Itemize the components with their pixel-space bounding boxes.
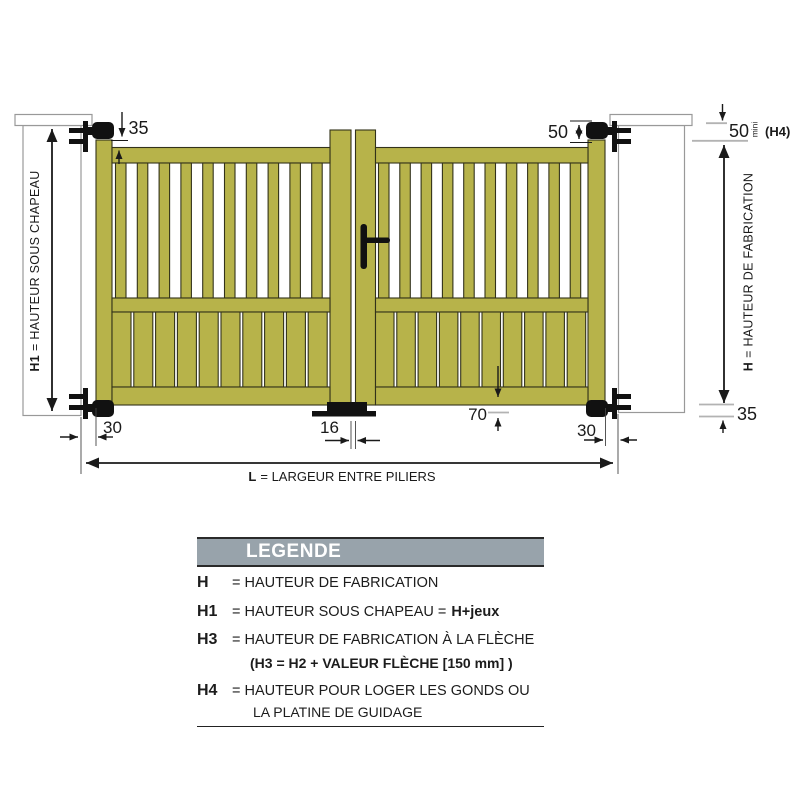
legend-text: = HAUTEUR DE FABRICATION À LA FLÈCHE: [232, 632, 535, 648]
mid-rail-right: [376, 298, 589, 312]
dim-top-right-50-label: 50: [547, 122, 568, 142]
h-label: H= HAUTEUR DE FABRICATION: [741, 172, 756, 372]
center-stile-left: [330, 130, 351, 405]
h1-label: H1= HAUTEUR SOUS CHAPEAU: [28, 170, 42, 372]
pillar-right-body: [619, 126, 685, 413]
h4-ref-label: (H4): [765, 124, 791, 139]
dim-fabrication-height: [724, 145, 756, 403]
legend-row-h: [197, 575, 544, 591]
dim-h4-50-mini: [723, 104, 791, 141]
legend-header: [197, 537, 544, 567]
gate-leaf-right: [356, 130, 606, 405]
legend-title: LEGENDE: [246, 541, 342, 562]
legend-subline-h4: LA PLATINE DE GUIDAGE: [253, 704, 423, 720]
dim-bottom-right-30-label: 30: [577, 421, 596, 440]
l-label: L = LARGEUR ENTRE PILIERS: [248, 469, 436, 484]
legend-key: H1: [197, 603, 218, 620]
legend-text: = HAUTEUR POUR LOGER LES GONDS OU: [232, 683, 530, 699]
hinge-stile-left: [96, 140, 112, 405]
top-rail-left: [112, 148, 330, 164]
bottom-rail-left: [112, 387, 330, 405]
h4-mini-label: mini: [749, 121, 760, 138]
dim-bottom-rail-70-label: 70: [468, 405, 487, 424]
hinge-stile-right: [588, 140, 605, 405]
legend-subline-h3: (H3 = H2 + VALEUR FLÈCHE [150 mm] ): [250, 655, 513, 671]
pillar-left-cap: [15, 115, 92, 126]
legend-key: H4: [197, 682, 218, 699]
legend-key: H3: [197, 631, 218, 648]
legend-text: = HAUTEUR SOUS CHAPEAU = H+jeux: [232, 604, 500, 620]
pillar-left: [15, 115, 92, 416]
mid-rail-left: [112, 298, 330, 312]
balusters-right: [379, 163, 581, 298]
dim-center-16-label: 16: [320, 418, 339, 437]
pillar-right: [610, 115, 692, 413]
dim-width-between-pillars: [86, 463, 613, 484]
pillar-right-cap: [610, 115, 692, 126]
legend-bold-suffix: H+jeux: [451, 604, 500, 620]
bottom-rail-right: [376, 387, 589, 405]
lower-boards-left: [112, 312, 327, 387]
dim-bottom-left-30-label: 30: [103, 418, 122, 437]
h4-value-label: 50: [729, 121, 750, 141]
dim-bottom-right-35-label: 35: [737, 404, 758, 424]
gate-leaf-left: [96, 130, 351, 405]
legend-text: = HAUTEUR DE FABRICATION: [232, 575, 439, 591]
legend: [197, 537, 544, 727]
top-rail-right: [376, 148, 589, 164]
legend-key: H: [197, 574, 209, 591]
balusters-left: [116, 163, 323, 298]
legend-row-h3: [197, 632, 544, 648]
legend-bottom-rule: [197, 726, 544, 727]
legend-row-h4: [197, 683, 544, 699]
extension-lines: [81, 408, 618, 474]
dim-top-left-35-label: 35: [128, 118, 149, 138]
legend-row-h1: [197, 604, 544, 620]
lower-boards-right: [376, 312, 586, 387]
